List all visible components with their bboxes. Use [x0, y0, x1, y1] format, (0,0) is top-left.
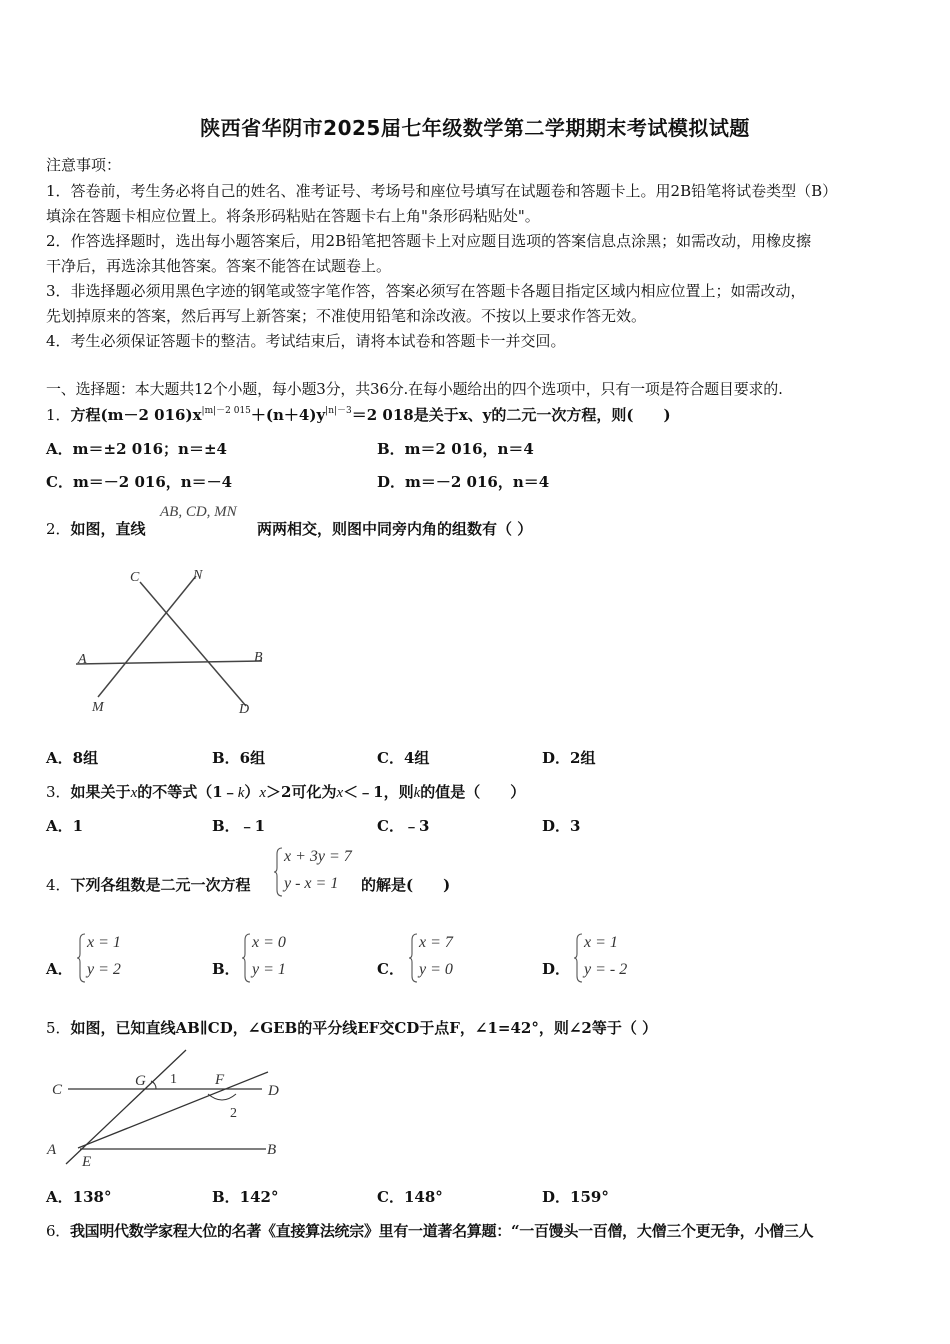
option-a-system[interactable]	[77, 932, 147, 984]
q2-text-after: 两两相交，则图中同旁内角的组数有（ ）	[257, 520, 533, 538]
q3-text: 的值是（ ）	[420, 783, 526, 801]
option-c-system[interactable]	[409, 932, 479, 984]
q2-figure	[60, 560, 280, 720]
question-number: 4．	[46, 876, 71, 894]
option-b[interactable]: B．142°	[212, 1188, 279, 1206]
question-number: 1．	[46, 406, 71, 424]
label-m: M	[92, 700, 104, 715]
q4-equation-system	[274, 846, 362, 898]
var-x: x	[259, 785, 267, 801]
label-g: G	[135, 1073, 146, 1089]
system-eq-1: x + 3y = 7	[284, 848, 352, 865]
option-eq: y = 1	[252, 961, 286, 978]
option-d-letter[interactable]: D．	[542, 960, 571, 978]
option-eq: x = 0	[252, 934, 286, 951]
q2-text: 如图，直线	[70, 520, 146, 538]
brace-icon	[242, 932, 252, 984]
question-3	[46, 781, 525, 802]
q1-text: ＋(n＋4)y	[250, 406, 326, 424]
label-a: A	[47, 1142, 57, 1158]
question-5	[46, 1017, 657, 1038]
option-c[interactable]: C．﹣3	[377, 817, 430, 835]
option-b[interactable]: B．m＝2 016，n＝4	[377, 440, 534, 458]
notice-line: 4．考生必须保证答题卡的整洁。考试结束后，请将本试卷和答题卡一并交回。	[46, 332, 566, 350]
label-b: B	[254, 650, 263, 665]
question-4	[46, 874, 251, 895]
brace-icon	[574, 932, 584, 984]
page-title: 陕西省华阴市2025届七年级数学第二学期期末考试模拟试题	[200, 116, 750, 140]
var-x: x	[336, 785, 344, 801]
option-a[interactable]: A．m＝±2 016；n＝±4	[46, 440, 227, 458]
option-a[interactable]: A．138°	[46, 1188, 112, 1206]
option-eq: x = 7	[419, 934, 453, 951]
question-2	[46, 518, 146, 539]
var-x: x	[130, 785, 138, 801]
var-k: k	[413, 785, 421, 801]
q4-text: 下列各组数是二元一次方程	[70, 876, 251, 894]
label-e: E	[82, 1154, 92, 1170]
var-k: k	[237, 785, 245, 801]
question-number: 3．	[46, 783, 71, 801]
label-b: B	[267, 1142, 277, 1158]
option-b[interactable]: B．6组	[212, 749, 266, 767]
option-c[interactable]: C．m＝－2 016，n＝－4	[46, 473, 233, 491]
q3-text: 的不等式（1﹣	[137, 783, 238, 801]
q5-text: 如图，已知直线AB∥CD，∠GEB的平分线EF交CD于点F，∠1=42°，则∠2等于（ ）	[70, 1019, 658, 1037]
line-ab	[76, 661, 262, 664]
q6-text: 我国明代数学家程大位的名著《直接算法统宗》里有一道著名算题：“一百馒头一百僧，大僧三个更无争，小僧三人	[69, 1222, 814, 1240]
q3-text: ＞2可化为	[266, 783, 337, 801]
label-f: F	[215, 1072, 225, 1088]
question-number: 5．	[46, 1019, 71, 1037]
q2-line-names: AB, CD, MN	[160, 504, 237, 520]
option-c[interactable]: C．148°	[377, 1188, 443, 1206]
label-d: D	[239, 702, 250, 717]
notice-line: 填涂在答题卡相应位置上。将条形码粘贴在答题卡右上角"条形码粘贴处"。	[46, 207, 540, 225]
q1-exponent: |m|－2 015	[201, 406, 251, 416]
option-a[interactable]: A．1	[46, 817, 84, 835]
option-d[interactable]: D．2组	[542, 749, 596, 767]
question-number: 2．	[46, 520, 71, 538]
option-eq: x = 1	[584, 934, 618, 951]
label-n: N	[193, 568, 203, 583]
label-angle-1: 1	[170, 1072, 177, 1087]
system-eq-2: y - x = 1	[284, 875, 339, 892]
q3-text: 如果关于	[70, 783, 131, 801]
notice-line: 先划掉原来的答案，然后再写上新答案；不准使用铅笔和涂改液。不按以上要求作答无效。	[46, 307, 647, 325]
option-c-letter[interactable]: C．	[377, 960, 404, 978]
option-b-letter[interactable]: B．	[212, 960, 240, 978]
question-number: 6．	[46, 1222, 70, 1240]
brace-icon	[409, 932, 419, 984]
notice-line: 3．非选择题必须用黑色字迹的钢笔或签字笔作答，答案必须写在答题卡各题目指定区域内相应位置上；如需改动，	[46, 282, 806, 300]
notice-line: 2．作答选择题时，选出每小题答案后，用2B铅笔把答题卡上对应题目选项的答案信息点涂黑；如需改动，用橡皮擦	[46, 232, 812, 250]
section-heading: 一、选择题：本大题共12个小题，每小题3分，共36分.在每小题给出的四个选项中，只有一项是符合题目要求的.	[46, 380, 783, 398]
option-eq: y = 2	[87, 961, 121, 978]
q3-text: ）	[244, 783, 260, 801]
option-eq: y = 0	[419, 961, 453, 978]
label-a: A	[78, 652, 87, 667]
label-angle-2: 2	[230, 1106, 237, 1121]
q3-text: ＜﹣1，则	[343, 783, 414, 801]
option-b[interactable]: B．﹣1	[212, 817, 266, 835]
label-c: C	[52, 1082, 63, 1098]
option-d[interactable]: D．m＝－2 016，n＝4	[377, 473, 550, 491]
q1-text: 方程(m－2 016)x	[70, 406, 202, 424]
line-cd	[140, 582, 246, 706]
label-c: C	[130, 570, 140, 585]
notice-line: 干净后，再选涂其他答案。答案不能答在试题卷上。	[46, 257, 392, 275]
brace-icon	[274, 846, 284, 898]
q1-exponent: |n|－3	[325, 406, 352, 416]
q1-text: ＝2 018是关于x、y的二元一次方程，则( )	[351, 406, 671, 424]
question-1	[46, 403, 671, 425]
option-d[interactable]: D．3	[542, 817, 581, 835]
option-b-system[interactable]	[242, 932, 312, 984]
notice-line: 1．答卷前，考生务必将自己的姓名、准考证号、考场号和座位号填写在试题卷和答题卡上。用2B铅笔将试卷类型（B）	[46, 182, 838, 200]
option-eq: y = - 2	[584, 961, 628, 978]
q4-text-after: 的解是( )	[361, 876, 451, 894]
option-d-system[interactable]	[574, 932, 654, 984]
question-6	[46, 1220, 813, 1241]
option-a-letter[interactable]: A．	[46, 960, 73, 978]
option-d[interactable]: D．159°	[542, 1188, 609, 1206]
brace-icon	[77, 932, 87, 984]
notice-heading: 注意事项：	[46, 156, 122, 174]
line-ge	[66, 1050, 186, 1164]
label-d: D	[268, 1083, 279, 1099]
q5-figure	[40, 1042, 300, 1172]
line-mn	[98, 576, 196, 697]
option-c[interactable]: C．4组	[377, 749, 430, 767]
option-a[interactable]: A．8组	[46, 749, 99, 767]
option-eq: x = 1	[87, 934, 121, 951]
